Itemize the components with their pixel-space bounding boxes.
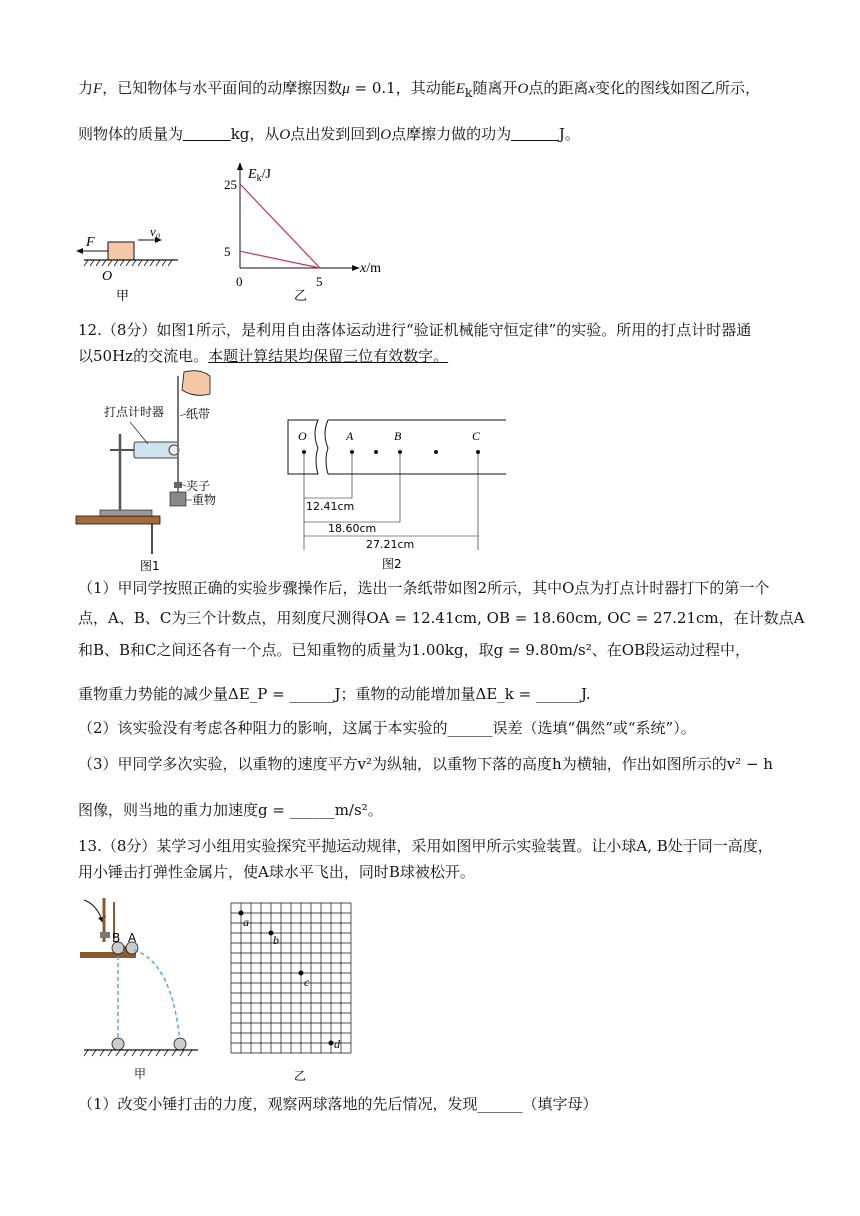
series-line-0 — [240, 184, 320, 268]
origin-label: O — [102, 269, 113, 284]
dim-OB: 18.60cm — [328, 522, 377, 535]
point-d — [329, 1041, 334, 1046]
svg-text:C: C — [472, 429, 481, 443]
q12-fig2-tape — [284, 410, 514, 574]
q12-p2: （2）该实验没有考虑各种阻力的影响，这属于本实验的______误差（选填“偶然”或“系统”）。 — [78, 719, 696, 737]
q11-line1: 力F，已知物体与水平面间的动摩擦因数μ = 0.1，其动能$E_k$随离开O点的距离x变化的图线如图乙所示， — [78, 79, 761, 100]
q13-p1: （1）改变小锤打击的力度，观察两球落地的先后情况，发现______（填字母） — [78, 1095, 598, 1113]
svg-text:O: O — [298, 429, 307, 443]
tape-label: 纸带 — [186, 407, 211, 421]
q13-fig-jia — [76, 892, 206, 1082]
fig-caption-jia: 甲 — [116, 289, 130, 304]
x-tick-0: 0 — [236, 274, 243, 289]
x-axis-label: x/m — [360, 261, 381, 276]
timer-label: 打点计时器 — [104, 405, 165, 419]
q11-line2: 则物体的质量为 kg，从O点出发到回到O点摩擦力做的功为 J。 — [78, 125, 580, 143]
svg-text:A: A — [346, 429, 354, 443]
q12-intro2: 以50Hz的交流电。本题计算结果均保留三位有效数字。 — [78, 347, 449, 365]
force-label: F — [86, 235, 95, 250]
dim-OC: 27.21cm — [366, 538, 415, 551]
velocity-label: v₀ — [150, 224, 161, 239]
x-tick-5: 5 — [316, 274, 323, 289]
svg-text:B: B — [394, 429, 402, 443]
q12-p1-l4: 重物重力势能的减少量ΔE_P = ______J；重物的动能增加量ΔE_k = ______J. — [78, 685, 591, 703]
q13-intro1: 13.（8分）某学习小组用实验探究平抛运动规律，采用如图甲所示实验装置。让小球A, B处于同一高度， — [78, 837, 773, 855]
weight-label: 重物 — [192, 493, 217, 507]
series-line-1 — [240, 251, 320, 268]
clip-label: 夹子 — [186, 479, 211, 493]
dim-OA: 12.41cm — [306, 500, 355, 513]
fig1-caption: 图1 — [140, 559, 160, 573]
svg-text:c: c — [304, 975, 310, 989]
svg-text:d: d — [334, 1037, 340, 1051]
q13-fig-jia-caption: 甲 — [134, 1067, 147, 1081]
fig2-caption: 图2 — [382, 557, 402, 571]
y-axis-label: $E_k/J$ — [248, 167, 271, 184]
q12-p1-l3: 和B、B和C之间还各有一个点。已知重物的质量为1.00kg，取g = 9.80m/s²、在OB段运动过程中， — [78, 641, 751, 659]
point-O — [302, 450, 306, 454]
y-tick-25: 25 — [224, 177, 237, 192]
svg-text:a: a — [243, 915, 249, 929]
q12-intro1: 12.（8分）如图1所示，是利用自由落体运动进行“验证机械能守恒定律”的实验。所用的打点计时器通 — [78, 321, 752, 339]
svg-text:b: b — [273, 933, 279, 947]
q12-fig1-apparatus — [74, 364, 244, 574]
q11-fig-jia — [74, 220, 184, 306]
point-C — [476, 450, 480, 454]
ek-x-chart — [222, 160, 392, 306]
fig-caption-yi: 乙 — [294, 289, 308, 304]
q12-p1-l1: （1）甲同学按照正确的实验步骤操作后，选出一条纸带如图2所示，其中O点为打点计时器打下的第一个 — [78, 579, 770, 597]
q12-p1-l2: 点，A、B、C为三个计数点，用刻度尺测得OA = 12.41cm, OB = 18.60cm, OC = 27.21cm，在计数点A — [78, 609, 805, 627]
q13-fig-yi-caption: 乙 — [294, 1069, 307, 1083]
precision-note: 本题计算结果均保留三位有效数字。 — [208, 347, 449, 365]
ball-A-label: A — [128, 931, 137, 945]
point-A — [350, 450, 354, 454]
point-B — [398, 450, 402, 454]
ball-B-label: B — [112, 931, 121, 945]
q13-intro2: 用小锤击打弹性金属片，使A球水平飞出，同时B球被松开。 — [78, 863, 475, 881]
q12-p3-l2: 图像，则当地的重力加速度g = ______m/s²。 — [78, 801, 383, 819]
q13-fig-yi-grid — [226, 898, 356, 1082]
y-tick-5: 5 — [224, 244, 231, 260]
q12-p3-l1: （3）甲同学多次实验，以重物的速度平方v²为纵轴，以重物下落的高度h为横轴，作出如图所示的v² − h — [78, 755, 773, 773]
point-c — [299, 971, 304, 976]
